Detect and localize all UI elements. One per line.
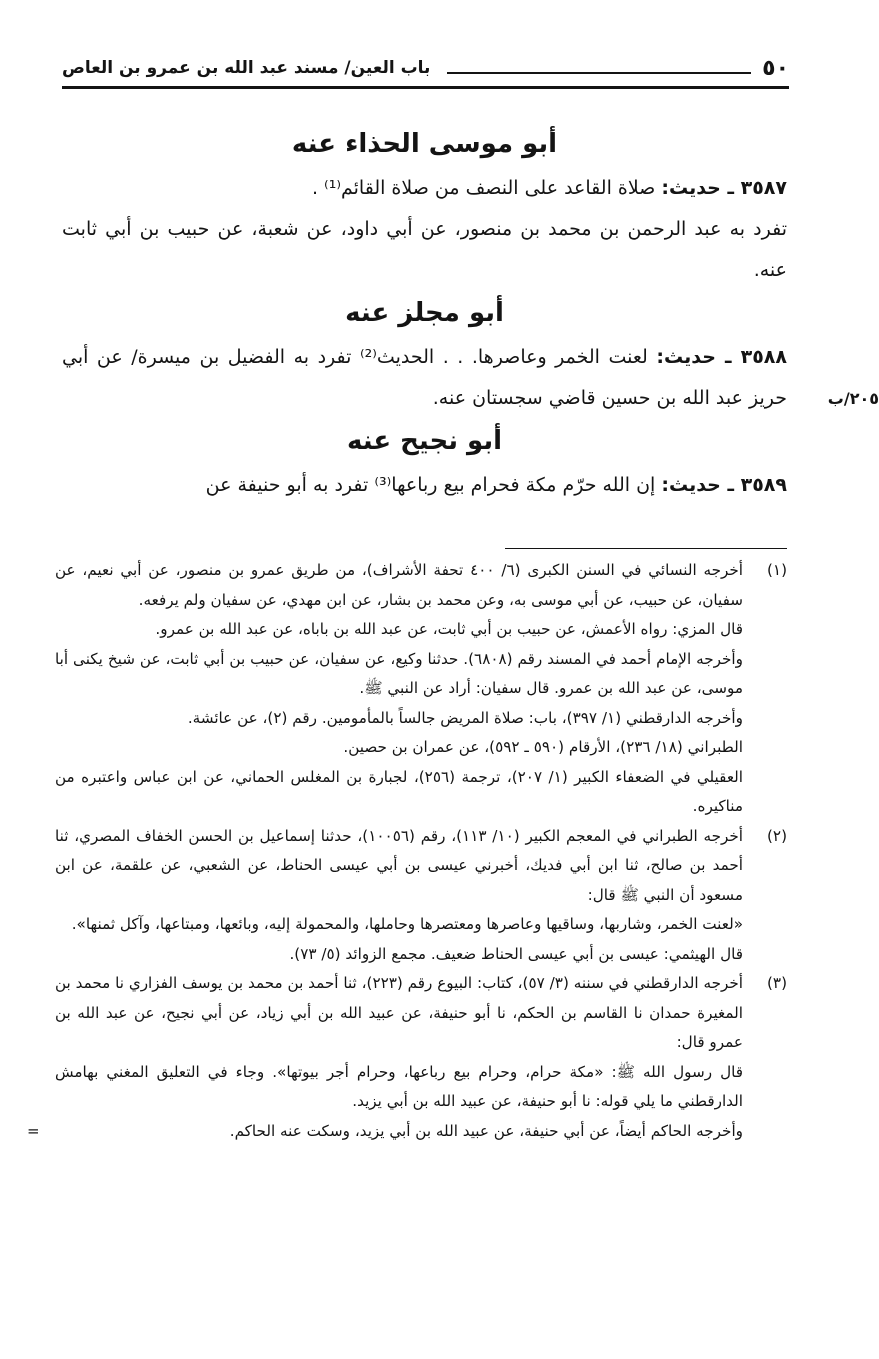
- section-heading: أبو موسى الحذاء عنه: [291, 129, 558, 159]
- margin-folio-note: ٢٠٥/ب: [827, 389, 879, 408]
- section-heading: أبو مجلز عنه: [345, 298, 504, 328]
- hadith-number: ٣٥٨٩ ـ حديث:: [661, 474, 787, 496]
- header-dash: [447, 72, 751, 74]
- footnote-text: وأخرجه الحاكم أيضاً، عن أبي حنيفة، عن عبيد الله بن أبي يزيد، وسكت عنه الحاكم.: [229, 1121, 743, 1140]
- footnote-paragraph: الطبراني (١٨/ ٢٣٦)، الأرقام (٥٩٠ ـ ٥٩٢)، عن عمران بن حصين.: [343, 738, 743, 756]
- running-title: باب العين/ مسند عبد الله بن عمرو بن العاص: [62, 58, 431, 78]
- footnote-paragraph: وأخرجه الدارقطني (١/ ٣٩٧)، باب: صلاة المريض جالساً بالمأمومين. رقم (٢)، عن عائشة.: [187, 708, 743, 727]
- hadith-text: صلاة القاعد على النصف من صلاة القائم⁽¹⁾ .: [311, 177, 662, 199]
- hadith-text: لعنت الخمر وعاصرها. . . الحديث⁽²⁾ تفرد به الفضيل بن ميسرة/ عن أبي حريز عبد الله بن حسين قاضي سجستان عنه.: [62, 346, 787, 409]
- hadith-text: إن الله حرّم مكة فحرام بيع رباعها⁽³⁾ تفرد به أبو حنيفة عن: [205, 474, 662, 496]
- running-header: [62, 50, 789, 90]
- footnote-paragraph: أخرجه النسائي في السنن الكبرى (٦/ ٤٠٠ تحفة الأشراف)، من طريق عمرو بن منصور، عن أبي نعيم، عن سفيان، عن حبيب، عن أبي موسى به، وعن محمد بن بشار، عن ابن مهدي، عن سفيان ولم يرفعه.: [55, 561, 743, 609]
- footnote-paragraph: قال الهيثمي: عيسى بن أبي عيسى الحناط ضعيف. مجمع الزوائد (٥/ ٧٣).: [289, 944, 743, 963]
- footnote-separator: [505, 548, 787, 549]
- hadith-entry: [62, 465, 787, 506]
- hadith-number: ٣٥٨٨ ـ حديث:: [656, 346, 787, 368]
- footnote-paragraph: وأخرجه الإمام أحمد في المسند رقم (٦٨٠٨). حدثنا وكيع، عن سفيان، عن حبيب بن أبي ثابت، عن شيخ يكنى أبا موسى، عن عبد الله بن عمرو. قال سفيان: أراد عن النبي ﷺ.: [55, 649, 743, 697]
- page-number: ٥٠: [762, 56, 789, 81]
- hadith-entry: [62, 168, 787, 209]
- footnotes: [27, 556, 787, 1146]
- footnote: [55, 556, 787, 822]
- main-text: [62, 122, 879, 506]
- header-rule: [62, 86, 789, 89]
- footnote: [55, 822, 787, 970]
- footnote-paragraph: أخرجه الدارقطني في سننه (٣/ ٥٧)، كتاب: البيوع رقم (٢٢٣)، ثنا أحمد بن محمد بن يوسف الفزاري نا محمد بن المغيرة حمدان نا القاسم بن الحكم، نا أبو حنيفة، عن عبيد الله بن أبي زياد، عن أبي نجيح، عن عبد الله بن عمرو قال:: [55, 974, 743, 1051]
- hadith-entry: [62, 337, 879, 419]
- footnote-paragraph: «لعنت الخمر، وشاربها، وساقيها وعاصرها ومعتصرها وحاملها، والمحمولة إليه، وبائعها، ومبتاعها، وآكل ثمنها».: [71, 915, 743, 933]
- footnote-number: (٢): [766, 826, 787, 845]
- footnote-paragraph: أخرجه الطبراني في المعجم الكبير (١٠/ ١١٣)، رقم (١٠٠٥٦)، حدثنا إسماعيل بن الحسن الخفاف المصري، ثنا أحمد بن صالح، ثنا ابن أبي فديك، أخبرني عيسى بن أبي عيسى الحناط، عن الشعبي، عن علقمة، عن ابن مسعود أن النبي ﷺ قال:: [55, 826, 744, 904]
- footnote-number: (١): [766, 561, 787, 579]
- footnote-paragraph: قال رسول الله ﷺ: «مكة حرام، وحرام بيع رباعها، وحرام أجر بيوتها». وجاء في التعليق المغني بهامش الدارقطني ما يلي قوله: نا أبو حنيفة، عن عبيد الله بن أبي يزيد.: [55, 1062, 743, 1110]
- paragraph-text: تفرد به عبد الرحمن بن محمد بن منصور، عن أبي داود، عن شعبة، عن حبيب بن أبي ثابت عنه.: [62, 218, 787, 281]
- section-heading: أبو نجيح عنه: [346, 426, 503, 456]
- body-paragraph: [62, 209, 787, 291]
- footnote-paragraph: [27, 1117, 743, 1147]
- footnote-number: (٣): [766, 974, 787, 992]
- footnote: [27, 969, 787, 1146]
- continuation-mark: =: [27, 1121, 40, 1140]
- hadith-number: ٣٥٨٧ ـ حديث:: [661, 177, 787, 199]
- footnote-paragraph: قال المزي: رواه الأعمش، عن حبيب بن أبي ثابت، عن عبد الله بن باباه، عن عبد الله بن عمرو.: [155, 620, 743, 638]
- footnote-paragraph: العقيلي في الضعفاء الكبير (١/ ٢٠٧)، ترجمة (٢٥٦)، لجبارة بن المغلس الحماني، عن ابن عباس واعتبره من مناكيره.: [55, 767, 744, 815]
